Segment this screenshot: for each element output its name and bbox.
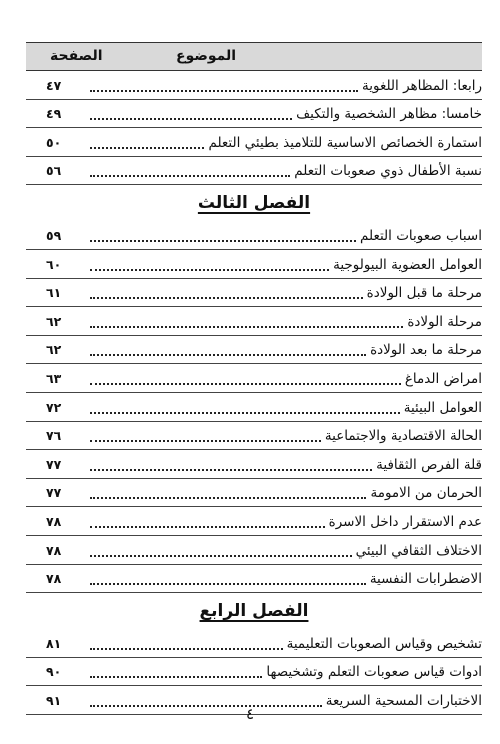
- dot-leader: [90, 240, 356, 242]
- entry-title-line: [86, 107, 482, 122]
- page-column-header: الصفحة: [50, 48, 103, 64]
- entry-title-line: [86, 136, 482, 151]
- chapter-heading: [26, 185, 482, 221]
- toc-entry[interactable]: [26, 565, 482, 594]
- toc-entry[interactable]: [26, 128, 482, 157]
- toc-entry[interactable]: [26, 279, 482, 308]
- entry-title: مرحلة ما قبل الولادة: [366, 285, 482, 302]
- entry-page-number: ٨١: [46, 635, 62, 651]
- entry-title-line: [86, 258, 482, 273]
- toc-entry[interactable]: [26, 507, 482, 536]
- entry-title: مرحلة ما بعد الولادة: [370, 342, 482, 359]
- toc-entry[interactable]: [26, 450, 482, 479]
- toc-body: [26, 71, 482, 715]
- entry-title: العوامل البيئية: [403, 399, 482, 416]
- dot-leader: [90, 175, 290, 177]
- dot-leader: [90, 469, 372, 471]
- toc-entry[interactable]: [26, 364, 482, 393]
- entry-title-line: [86, 637, 482, 652]
- entry-title-line: [86, 79, 482, 94]
- entry-page-number: ٧٨: [46, 542, 62, 558]
- entry-page-number: ٥٩: [46, 227, 62, 243]
- entry-title: العوامل العضوية البيولوجية: [333, 256, 482, 273]
- topic-column-header: الموضوع: [176, 48, 237, 64]
- entry-title: قلة الفرص الثقافية: [376, 456, 482, 473]
- entry-page-number: ٤٩: [46, 106, 62, 122]
- dot-leader: [90, 676, 262, 678]
- toc-entry[interactable]: [26, 336, 482, 365]
- toc-entry[interactable]: [26, 221, 482, 250]
- dot-leader: [90, 648, 283, 650]
- dot-leader: [90, 497, 366, 499]
- dot-leader: [90, 326, 403, 328]
- entry-title-line: [86, 544, 482, 559]
- entry-title-line: [86, 229, 482, 244]
- dot-leader: [90, 147, 204, 149]
- toc-entry[interactable]: [26, 629, 482, 658]
- dot-leader: [90, 90, 358, 92]
- entry-title: تشخيص وقياس الصعوبات التعليمية: [286, 635, 482, 652]
- entry-title: مرحلة الولادة: [407, 313, 482, 330]
- dot-leader: [90, 440, 321, 442]
- entry-page-number: ٥٠: [46, 134, 62, 150]
- chapter-title: الفصل الرابع: [199, 601, 309, 622]
- toc-entry[interactable]: [26, 393, 482, 422]
- entry-title-line: [86, 572, 482, 587]
- entry-title-line: [86, 164, 482, 179]
- entry-page-number: ٦٣: [46, 370, 62, 386]
- entry-title: نسبة الأطفال ذوي صعوبات التعلم: [294, 163, 482, 180]
- entry-page-number: ٤٧: [46, 77, 62, 93]
- entry-title: الاختبارات المسحية السريعة: [325, 692, 482, 709]
- dot-leader: [90, 354, 366, 356]
- entry-title-line: [86, 486, 482, 501]
- dot-leader: [90, 297, 363, 299]
- toc-entry[interactable]: [26, 479, 482, 508]
- dot-leader: [90, 269, 329, 271]
- chapter-title: الفصل الثالث: [197, 193, 311, 214]
- entry-title-line: [86, 315, 482, 330]
- entry-title: رابعا: المظاهر اللغوية: [361, 77, 482, 94]
- entry-page-number: ٧٧: [46, 456, 62, 472]
- entry-title: الاضطرابات النفسية: [369, 571, 482, 588]
- entry-title-line: [86, 429, 482, 444]
- entry-title: اسباب صعوبات التعلم: [360, 227, 482, 244]
- entry-title: امراض الدماغ: [404, 370, 482, 387]
- dot-leader: [90, 526, 325, 528]
- entry-page-number: ٥٦: [46, 163, 62, 179]
- toc-entry[interactable]: [26, 536, 482, 565]
- dot-leader: [90, 583, 366, 585]
- entry-title-line: [86, 515, 482, 530]
- toc-entry[interactable]: [26, 658, 482, 687]
- entry-title: الحالة الاقتصادية والاجتماعية: [324, 428, 482, 445]
- entry-title: خامسا: مظاهر الشخصية والتكيف: [296, 106, 482, 123]
- entry-title-line: [86, 665, 482, 680]
- entry-page-number: ٩٠: [46, 664, 62, 680]
- entry-title: عدم الاستقرار داخل الاسرة: [328, 513, 482, 530]
- entry-page-number: ٧٦: [46, 428, 62, 444]
- table-of-contents: [26, 42, 482, 715]
- entry-title: استمارة الخصائص الاساسية للتلاميذ بطيئي التعلم: [208, 134, 482, 151]
- entry-title: الحرمان من الامومة: [370, 485, 482, 502]
- entry-page-number: ٦٢: [46, 313, 62, 329]
- entry-page-number: ٩١: [46, 692, 62, 708]
- dot-leader: [90, 412, 400, 414]
- entry-page-number: ٦٢: [46, 342, 62, 358]
- entry-page-number: ٦٠: [46, 256, 62, 272]
- entry-page-number: ٧٨: [46, 513, 62, 529]
- dot-leader: [90, 383, 401, 385]
- entry-title-line: [86, 401, 482, 416]
- toc-entry[interactable]: [26, 307, 482, 336]
- page-number: ٤: [245, 705, 255, 723]
- toc-header: [26, 42, 482, 71]
- entry-title-line: [86, 343, 482, 358]
- dot-leader: [90, 555, 352, 557]
- entry-title: ادوات قياس صعوبات التعلم وتشخيصها: [266, 664, 482, 681]
- entry-page-number: ٧٨: [46, 571, 62, 587]
- entry-page-number: ٧٧: [46, 485, 62, 501]
- entry-title-line: [86, 372, 482, 387]
- toc-entry[interactable]: [26, 157, 482, 186]
- toc-entry[interactable]: [26, 71, 482, 100]
- toc-entry[interactable]: [26, 250, 482, 279]
- toc-entry[interactable]: [26, 422, 482, 451]
- entry-title: الاختلاف الثقافي البيئي: [355, 542, 482, 559]
- entry-page-number: ٦١: [46, 285, 62, 301]
- entry-title-line: [86, 286, 482, 301]
- entry-title-line: [86, 458, 482, 473]
- chapter-heading: [26, 593, 482, 629]
- toc-entry[interactable]: [26, 100, 482, 129]
- dot-leader: [90, 118, 292, 120]
- entry-page-number: ٧٢: [46, 399, 62, 415]
